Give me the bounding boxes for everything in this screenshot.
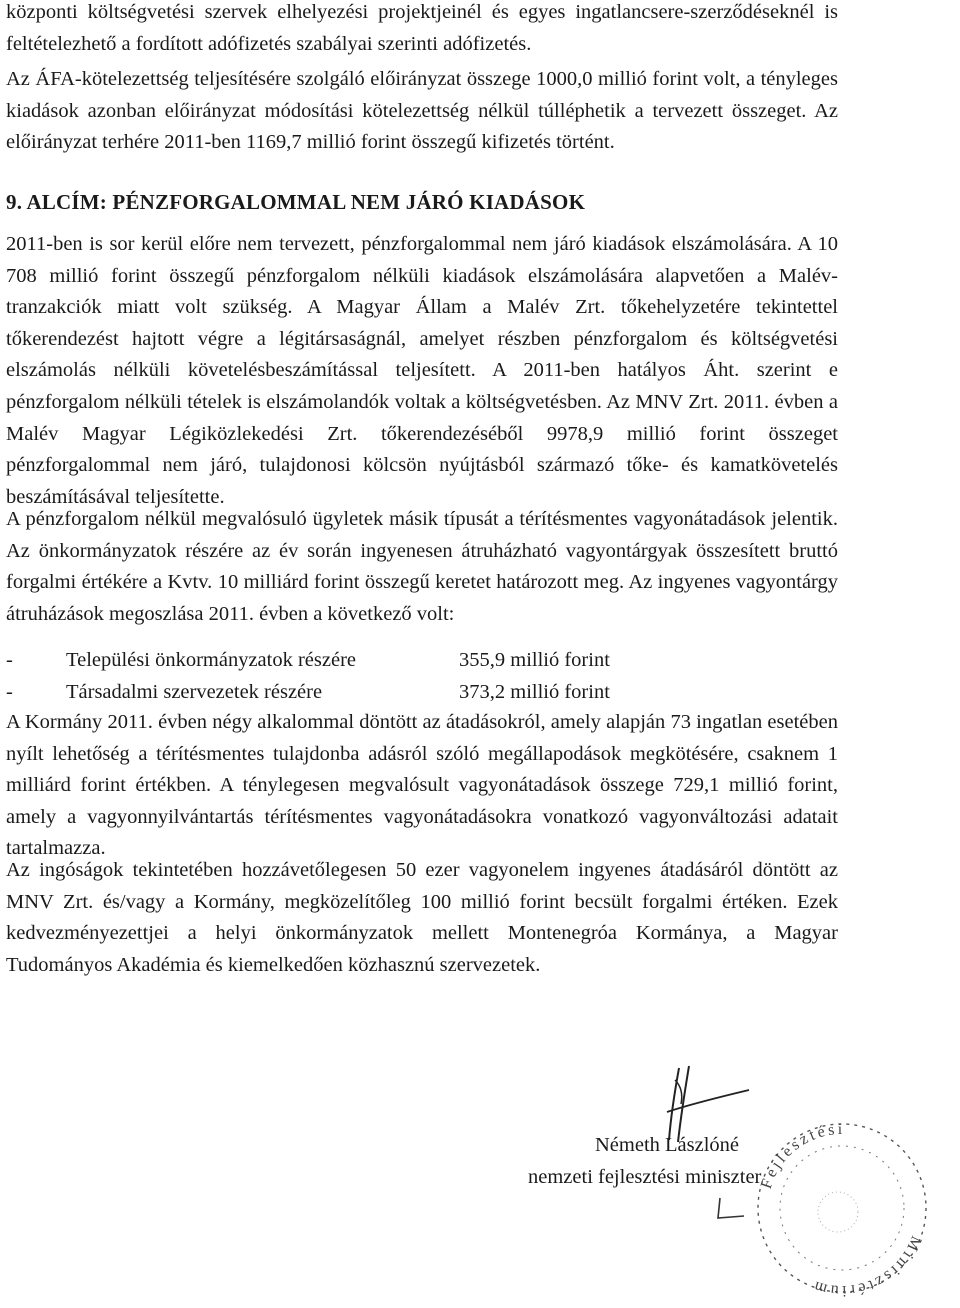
svg-text:Fejlesztési: Fejlesztési bbox=[757, 1120, 846, 1191]
movables-paragraph: Az ingóságok tekintetében hozzávetőlegesen 50 ezer vagyonelem ingyenes átadásáról döntött az MNV Zrt. és/vagy a Kormány, megközelítőleg 100 millió forint becsült forgalmi értéken. Ezek kedvezményezettjei a helyi önkormányzatok mellett Montenegróa Kormánya, a Magyar Tudományos Akadémia és kiemelkedően közhasznú szervezetek. bbox=[6, 859, 838, 976]
official-stamp bbox=[738, 1112, 948, 1302]
afa-paragraph: Az ÁFA-kötelezettség teljesítésére szolgáló előirányzat összege 1000,0 millió forint volt, a tényleges kiadások azonban előirányzat módosítási kötelezettség nélkül túlléphetik a tervezett összeget. Az előirányzat terhére 2011-ben 1169,7 millió forint összegű kifizetés történt. bbox=[6, 68, 838, 154]
svg-text:Minisztérium: Minisztérium bbox=[809, 1233, 925, 1300]
list-dash: - bbox=[6, 649, 13, 671]
list-item-label: Települési önkormányzatok részére bbox=[66, 649, 356, 671]
list-item-value: 373,2 millió forint bbox=[459, 680, 610, 703]
government-paragraph: A Kormány 2011. évben négy alkalommal döntött az átadásokról, amely alapján 73 ingatlan esetében nyílt lehetőség a térítésmentes tulajdonba adásról szóló megállapodások megkötésére, csaknem 1 milliárd forint értékben. A ténylegesen megvalósult vagyonátadások összege 729,1 millió forint, amely a vagyonnyilvántartás térítésmentes vagyonátadásokra vonatkozó vagyonváltozási adatait tartalmazza. bbox=[6, 711, 838, 860]
signatory-name: Németh Lászlóné bbox=[595, 1134, 740, 1156]
list-item-value: 355,9 millió forint bbox=[459, 649, 610, 671]
signatory-title: nemzeti fejlesztési miniszter bbox=[528, 1166, 762, 1188]
list-item bbox=[6, 645, 610, 677]
list-item-label: Társadalmi szervezetek részére bbox=[66, 680, 323, 703]
list-dash: - bbox=[6, 680, 13, 703]
main-paragraph: 2011-ben is sor kerül előre nem tervezett, pénzforgalommal nem járó kiadások elszámolására. A 10 708 millió forint összegű pénzforgalom nélküli kiadások elszámolására alapvetően a Malév-tranzakciók miatt volt szükség. A Magyar Állam a Malév Zrt. tőkehelyzetére tekintettel tőkerendezést hajtott végre a légitársaságnál, amelyet részben pénzforgalom és költségvetési elszámolás nélküli követelésbeszámítással teljesített. A 2011-ben hatályos Áht. szerint e pénzforgalom nélküli tételek is elszámolandók voltak a költségvetésben. Az MNV Zrt. 2011. évben a Malév Magyar Légiközlekedési Zrt. tőkerendezéséből 9978,9 millió forint összeget pénzforgalommal nem járó, tulajdonosi kölcsön nyújtásból származó tőke- és kamatkövetelés beszámításával teljesítette. bbox=[6, 233, 838, 508]
free-transfer-paragraph: A pénzforgalom nélkül megvalósuló ügyletek másik típusát a térítésmentes vagyonátadások jelentik. Az önkormányzatok részére az év során ingyenesen átruházható vagyontárgyak összesített bruttó forgalmi értékére a Kvtv. 10 milliárd forint összegű keretet határozott meg. Az ingyenes vagyontárgy átruházások megoszlása 2011. évben a következő volt: bbox=[6, 508, 838, 625]
section-heading: 9. ALCÍM: PÉNZFORGALOMMAL NEM JÁRÓ KIADÁSOK bbox=[6, 190, 586, 214]
intro-paragraph: központi költségvetési szervek elhelyezési projektjeinél és egyes ingatlancsere-szerződéseknél is feltételezhető a fordított adófizetés szabályai szerinti adófizetés. bbox=[6, 1, 838, 55]
list-item bbox=[6, 677, 610, 709]
initial-mark-icon bbox=[714, 1194, 754, 1224]
distribution-list bbox=[6, 645, 610, 708]
